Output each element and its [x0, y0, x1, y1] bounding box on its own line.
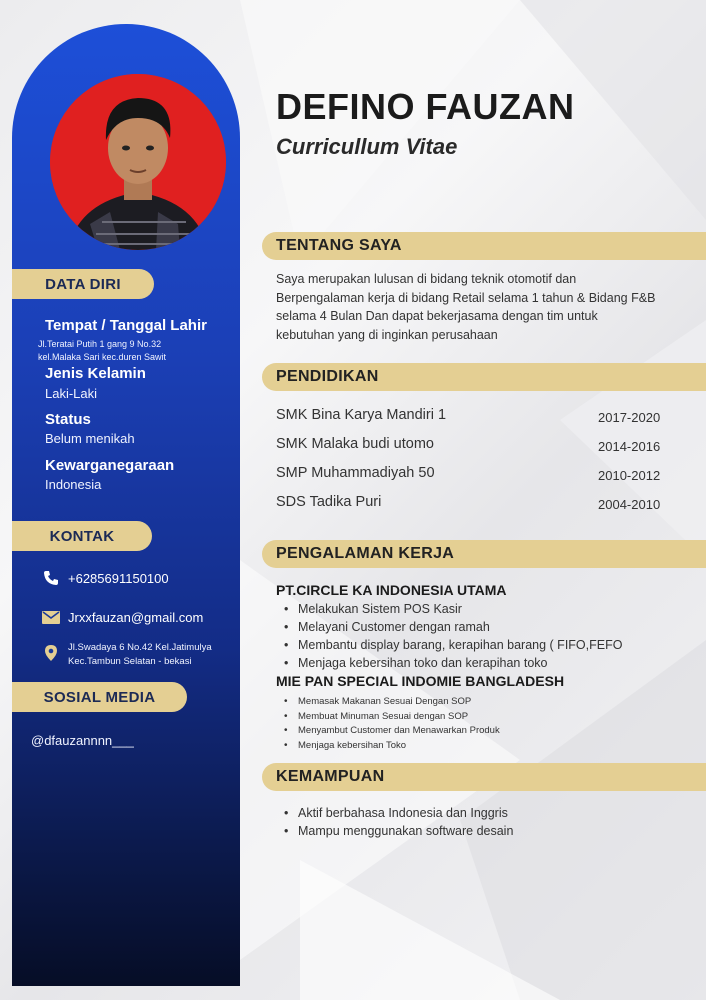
- pengalaman-heading: PENGALAMAN KERJA: [262, 540, 706, 568]
- kontak-heading: KONTAK: [12, 521, 152, 551]
- phone-number: +6285691150100: [68, 570, 169, 586]
- field-label-status: Status: [45, 411, 91, 428]
- address-line2: Kec.Tambun Selatan - bekasi: [68, 656, 192, 667]
- about-line: Saya merupakan lulusan di bidang teknik otomotif dan: [276, 272, 577, 286]
- education-row: [276, 494, 676, 512]
- location-pin-icon: [42, 644, 60, 662]
- field-label-gender: Jenis Kelamin: [45, 365, 146, 382]
- education-row: [276, 465, 676, 483]
- job-task: • Menyambut Customer dan Menawarkan Produk: [282, 724, 500, 739]
- pendidikan-heading: PENDIDIKAN: [262, 363, 706, 391]
- skill-item: • Aktif berbahasa Indonesia dan Inggris: [282, 804, 513, 822]
- data-diri-heading: DATA DIRI: [12, 269, 154, 299]
- education-school: SMP Muhammadiyah 50: [276, 465, 435, 481]
- email-address: Jrxxfauzan@gmail.com: [68, 609, 204, 625]
- contact-address: [42, 641, 212, 669]
- job-task: • Menjaga kebersihan toko dan kerapihan toko: [282, 654, 622, 672]
- field-value-birthplace-line1: Jl.Teratai Putih 1 gang 9 No.32: [38, 339, 162, 349]
- contact-phone[interactable]: [42, 569, 169, 587]
- sosial-media-heading: SOSIAL MEDIA: [12, 682, 187, 712]
- job-task-list: [282, 695, 500, 754]
- document-subtitle: Curricullum Vitae: [276, 134, 458, 159]
- job-task: • Menjaga kebersihan Toko: [282, 739, 500, 754]
- about-line: Berpengalaman kerja di bidang Retail selama 1 tahun & Bidang F&B: [276, 290, 656, 305]
- job-task: • Membantu display barang, kerapihan barang ( FIFO,FEFO: [282, 636, 622, 654]
- education-row: [276, 436, 676, 454]
- field-value-status: Belum menikah: [45, 431, 135, 446]
- field-value-gender: Laki-Laki: [45, 386, 98, 401]
- about-paragraph: [276, 270, 676, 344]
- social-handle[interactable]: @dfauzannnn___: [31, 733, 134, 748]
- tentang-heading: TENTANG SAYA: [262, 232, 706, 260]
- field-value-nationality: Indonesia: [45, 477, 102, 492]
- contact-email[interactable]: [42, 608, 203, 626]
- skill-item: • Mampu menggunakan software desain: [282, 822, 513, 840]
- education-row: [276, 407, 676, 425]
- phone-icon: [42, 569, 60, 587]
- education-years: 2014-2016: [598, 439, 661, 454]
- skills-list: [282, 804, 513, 840]
- field-label-nationality: Kewarganegaraan: [45, 457, 175, 474]
- job-task: • Memasak Makanan Sesuai Dengan SOP: [282, 695, 500, 710]
- education-years: 2017-2020: [598, 410, 661, 425]
- person-name: DEFINO FAUZAN: [276, 86, 575, 127]
- job-company: PT.CIRCLE KA INDONESIA UTAMA: [276, 582, 507, 598]
- education-school: SDS Tadika Puri: [276, 494, 382, 510]
- job-company: MIE PAN SPECIAL INDOMIE BANGLADESH: [276, 673, 565, 689]
- job-task: • Melayani Customer dengan ramah: [282, 618, 622, 636]
- field-value-birthplace-line2: kel.Malaka Sari kec.duren Sawit: [38, 352, 167, 362]
- about-line: selama 4 Bulan Dan dapat bekerjasama dengan tim untuk: [276, 309, 598, 323]
- education-years: 2010-2012: [598, 468, 661, 483]
- address-line1: Jl.Swadaya 6 No.42 Kel.Jatimulya: [68, 642, 212, 653]
- profile-photo: [50, 74, 226, 250]
- education-years: 2004-2010: [598, 497, 661, 512]
- sidebar: [12, 24, 240, 986]
- job-task-list: [282, 600, 622, 672]
- about-line: kebutuhan yang di inginkan perusahaan: [276, 327, 498, 342]
- mail-icon: [42, 608, 60, 626]
- education-school: SMK Bina Karya Mandiri 1: [276, 407, 447, 423]
- job-task: • Membuat Minuman Sesuai dengan SOP: [282, 710, 500, 725]
- field-label-birthplace: Tempat / Tanggal Lahir: [45, 317, 207, 334]
- education-school: SMK Malaka budi utomo: [276, 436, 434, 452]
- job-task: • Melakukan Sistem POS Kasir: [282, 600, 622, 618]
- kemampuan-heading: KEMAMPUAN: [262, 763, 706, 791]
